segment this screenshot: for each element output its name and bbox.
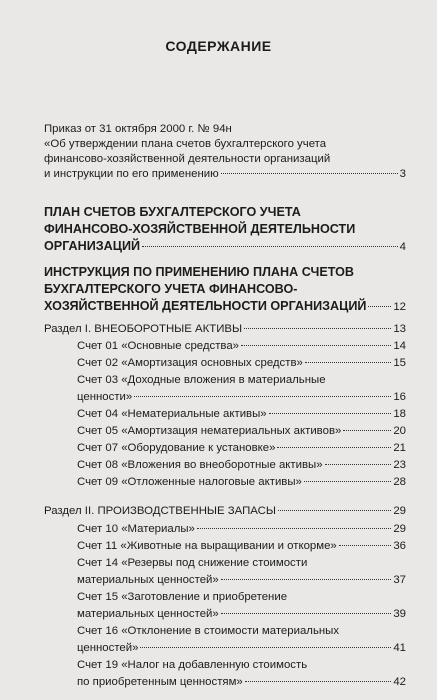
toc-item[interactable]: Счет 08 «Вложения во внеоборотные активы» 23	[77, 459, 406, 471]
section-label: Раздел II. ПРОИЗВОДСТВЕННЫЕ ЗАПАСЫ	[44, 505, 276, 517]
toc-item[interactable]: Счет 16 «Отклонение в стоимости материальных ценностей» 41	[77, 625, 406, 654]
section-1-items	[77, 339, 406, 492]
page-number: 3	[399, 168, 406, 180]
leader-dots	[241, 345, 391, 346]
entry-line: ОРГАНИЗАЦИЙ	[44, 239, 141, 253]
leader-dots	[221, 173, 398, 174]
page-number: 29	[393, 505, 406, 517]
section-2-items	[77, 522, 406, 692]
toc-item[interactable]: Счет 07 «Оборудование к установке» 21	[77, 442, 406, 454]
page-number: 18	[393, 408, 406, 420]
toc-section-1[interactable]	[44, 322, 406, 337]
toc-item[interactable]: Счет 04 «Нематериальные активы» 18	[77, 408, 406, 420]
toc-item[interactable]: Счет 15 «Заготовление и приобретение материальных ценностей» 39	[77, 591, 406, 620]
leader-dots	[325, 464, 392, 465]
page-number: 13	[393, 323, 406, 335]
toc-item[interactable]: Счет 11 «Животные на выращивании и откорме» 36	[77, 540, 406, 552]
toc-entry-plan[interactable]	[44, 204, 406, 256]
entry-line: Приказ от 31 октября 2000 г. № 94н	[44, 123, 232, 135]
toc-item[interactable]: Счет 03 «Доходные вложения в материальные ценности» 16	[77, 374, 406, 403]
page-number: 37	[393, 574, 406, 586]
leader-dots	[278, 510, 391, 511]
page-title: СОДЕРЖАНИЕ	[165, 38, 272, 54]
entry-line: и инструкции по его применению	[44, 168, 219, 180]
leader-dots	[339, 545, 392, 546]
toc-entry-order[interactable]	[44, 122, 406, 182]
leader-dots	[305, 362, 391, 363]
entry-line: финансово-хозяйственной деятельности организаций	[44, 153, 331, 165]
page-number: 20	[393, 425, 406, 437]
leader-dots	[244, 328, 391, 329]
leader-dots	[304, 481, 391, 482]
leader-dots	[277, 447, 391, 448]
page-number: 42	[393, 676, 406, 688]
leader-dots	[269, 413, 392, 414]
entry-line: ИНСТРУКЦИЯ ПО ПРИМЕНЕНИЮ ПЛАНА СЧЕТОВ	[44, 265, 355, 279]
toc-item[interactable]: Счет 09 «Отложенные налоговые активы» 28	[77, 476, 406, 488]
entry-line: ХОЗЯЙСТВЕННОЙ ДЕЯТЕЛЬНОСТИ ОРГАНИЗАЦИЙ	[44, 299, 367, 313]
toc-item[interactable]: Счет 02 «Амортизация основных средств» 15	[77, 357, 406, 369]
page-number: 29	[393, 523, 406, 535]
entry-line: «Об утверждении плана счетов бухгалтерского учета	[44, 138, 327, 150]
leader-dots	[221, 579, 392, 580]
toc-item[interactable]: Счет 10 «Материалы» 29	[77, 523, 406, 535]
page-number: 21	[393, 442, 406, 454]
toc-item[interactable]: Счет 05 «Амортизация нематериальных активов» 20	[77, 425, 406, 437]
leader-dots	[142, 246, 398, 247]
page-number: 16	[393, 391, 406, 403]
leader-dots	[140, 647, 391, 648]
toc-entry-instruction[interactable]	[44, 264, 406, 316]
leader-dots	[368, 306, 391, 307]
toc-item[interactable]: Счет 01 «Основные средства» 14	[77, 340, 406, 352]
leader-dots	[221, 613, 392, 614]
leader-dots	[197, 528, 391, 529]
entry-line: БУХГАЛТЕРСКОГО УЧЕТА ФИНАНСОВО-	[44, 282, 298, 296]
toc-item[interactable]: Счет 14 «Резервы под снижение стоимости материальных ценностей» 37	[77, 557, 406, 586]
page-number: 28	[393, 476, 406, 488]
entry-line: ФИНАНСОВО-ХОЗЯЙСТВЕННОЙ ДЕЯТЕЛЬНОСТИ	[44, 222, 356, 236]
toc-section-2[interactable]	[44, 504, 406, 519]
page-number: 14	[393, 340, 406, 352]
section-label: Раздел I. ВНЕОБОРОТНЫЕ АКТИВЫ	[44, 323, 243, 335]
page-number: 39	[393, 608, 406, 620]
page-number: 4	[399, 241, 406, 253]
leader-dots	[245, 681, 392, 682]
leader-dots	[134, 396, 391, 397]
page-number: 36	[393, 540, 406, 552]
leader-dots	[343, 430, 391, 431]
toc-item[interactable]: Счет 19 «Налог на добавленную стоимость по приобретенным ценностям» 42	[77, 659, 406, 688]
page-number: 15	[393, 357, 406, 369]
page-number: 41	[393, 642, 406, 654]
entry-line: ПЛАН СЧЕТОВ БУХГАЛТЕРСКОГО УЧЕТА	[44, 205, 301, 219]
page-number: 12	[393, 301, 406, 313]
page-number: 23	[393, 459, 406, 471]
